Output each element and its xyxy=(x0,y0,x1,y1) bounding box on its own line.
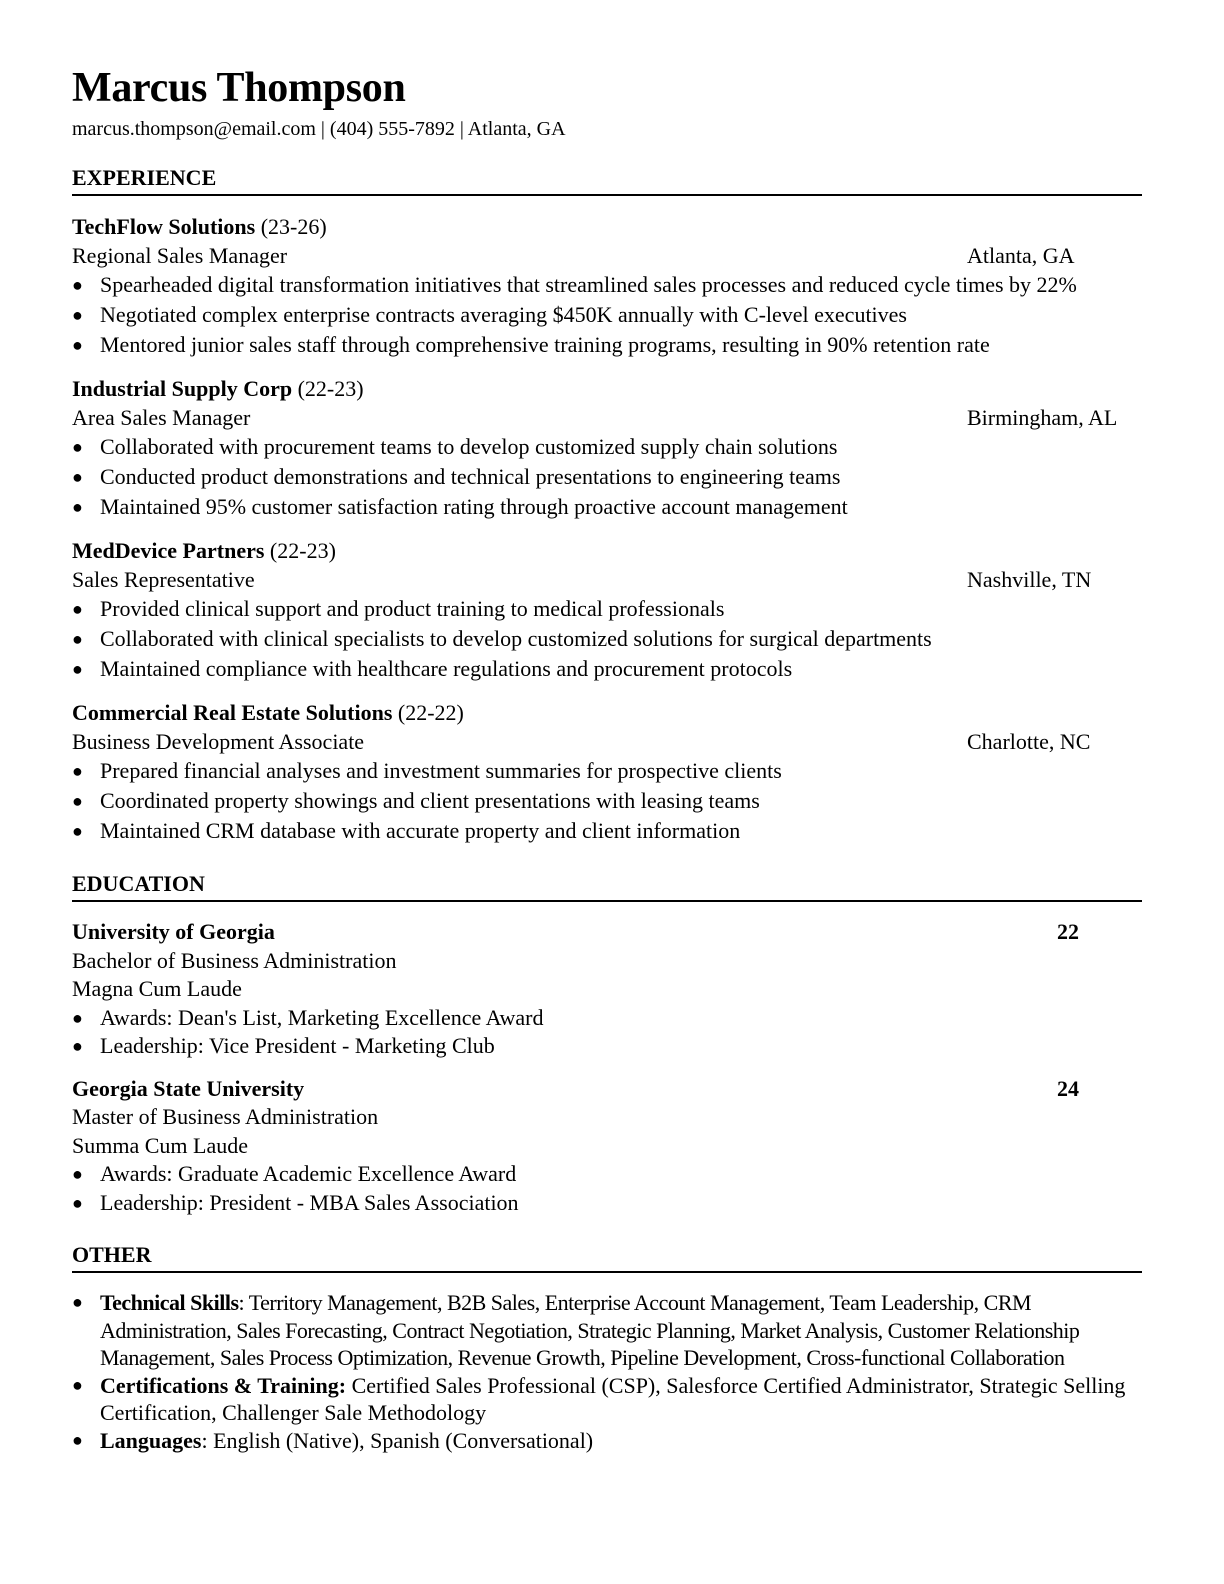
job-location: Charlotte, NC xyxy=(967,729,1091,754)
list-item xyxy=(72,1189,1142,1218)
job-title: Sales Representative xyxy=(72,567,255,592)
experience-entry xyxy=(72,212,1142,360)
bullet-text: Maintained compliance with healthcare regulations and procurement protocols xyxy=(100,656,793,681)
list-item xyxy=(72,1004,1142,1033)
bullet-text: Leadership: Vice President - Marketing Club xyxy=(100,1033,495,1058)
bullet-icon: ● xyxy=(72,1429,83,1450)
bullet-icon: ● xyxy=(72,629,83,649)
employment-dates: (22-22) xyxy=(392,700,464,725)
bullet-icon: ● xyxy=(72,821,83,841)
graduation-year: 22 xyxy=(1057,919,1079,944)
list-item xyxy=(72,462,1142,492)
bullet-icon: ● xyxy=(72,599,83,619)
education-entry xyxy=(72,918,1142,1061)
list-item xyxy=(72,624,1142,654)
resume-page xyxy=(72,62,1142,1454)
list-item xyxy=(72,816,1142,846)
list-item xyxy=(72,300,1142,330)
job-location: Birmingham, AL xyxy=(967,405,1118,430)
experience-entry xyxy=(72,536,1142,684)
degree: Bachelor of Business Administration xyxy=(72,947,397,973)
bullet-icon: ● xyxy=(72,305,83,325)
job-title: Area Sales Manager xyxy=(72,405,251,430)
certifications-text: Certified Sales Professional (CSP), Salesforce Certified Administrator, Strategic Selling Certification, Challenger Sale Methodology xyxy=(100,1372,1126,1425)
experience-section xyxy=(72,212,1142,846)
employment-dates: (22-23) xyxy=(264,538,336,563)
bullet-icon: ● xyxy=(72,335,83,355)
bullet-list xyxy=(72,1004,1142,1061)
company-name: Industrial Supply Corp xyxy=(72,376,293,401)
company-name: TechFlow Solutions xyxy=(72,214,256,239)
bullet-icon: ● xyxy=(72,761,83,781)
employment-dates: (23-26) xyxy=(255,214,327,239)
bullet-icon: ● xyxy=(72,1007,83,1028)
languages-item xyxy=(72,1427,1142,1455)
list-item xyxy=(72,654,1142,684)
education-entry xyxy=(72,1075,1142,1218)
list-item xyxy=(72,270,1142,300)
bullet-icon: ● xyxy=(72,1036,83,1056)
job-location: Nashville, TN xyxy=(967,567,1092,592)
bullet-text: Collaborated with clinical specialists to develop customized solutions for surgical departments xyxy=(100,626,932,651)
bullet-icon: ● xyxy=(72,1292,83,1312)
languages-label: Languages xyxy=(100,1427,202,1453)
bullet-icon: ● xyxy=(72,791,83,811)
graduation-year: 24 xyxy=(1057,1075,1079,1101)
bullet-list xyxy=(72,432,1142,522)
list-item xyxy=(72,786,1142,816)
job-title: Regional Sales Manager xyxy=(72,243,288,268)
bullet-text: Awards: Dean's List, Marketing Excellence Award xyxy=(100,1004,544,1030)
job-title: Business Development Associate xyxy=(72,729,365,754)
certifications-label: Certifications & Training: xyxy=(100,1372,347,1398)
list-item xyxy=(72,594,1142,624)
school-name: University of Georgia xyxy=(72,919,275,944)
contact-info: marcus.thompson@email.com | (404) 555-7892 | Atlanta, GA xyxy=(72,118,566,140)
education-section xyxy=(72,918,1142,1217)
experience-heading: EXPERIENCE xyxy=(72,164,1142,196)
bullet-text: Awards: Graduate Academic Excellence Award xyxy=(100,1161,517,1186)
honors: Summa Cum Laude xyxy=(72,1132,248,1158)
bullet-text: Spearheaded digital transformation initiatives that streamlined sales processes and reduced cycle times by 22% xyxy=(100,272,1077,297)
bullet-list xyxy=(72,1160,1142,1217)
education-heading: EDUCATION xyxy=(72,870,1142,902)
skills-item xyxy=(72,1289,1142,1372)
skills-text: : Territory Management, B2B Sales, Enterprise Account Management, Team Leadership, CRM Administration, Sales Forecasting, Contract Negotiation, Strategic Planning, Market Analysis, Customer Relationship Management, Sales Process Optimization, Revenue Growth, Pipeline Development, Cross-functional Collaboration xyxy=(100,1290,1080,1370)
bullet-text: Mentored junior sales staff through comprehensive training programs, resulting in 90% retention rate xyxy=(100,332,990,357)
bullet-text: Maintained 95% customer satisfaction rating through proactive account management xyxy=(100,494,848,519)
bullet-text: Conducted product demonstrations and technical presentations to engineering teams xyxy=(100,464,841,489)
bullet-icon: ● xyxy=(72,275,83,295)
list-item xyxy=(72,432,1142,462)
other-heading: OTHER xyxy=(72,1241,1142,1273)
bullet-text: Prepared financial analyses and investment summaries for prospective clients xyxy=(100,758,782,783)
other-list xyxy=(72,1289,1142,1454)
list-item xyxy=(72,1160,1142,1189)
list-item xyxy=(72,330,1142,360)
experience-entry xyxy=(72,374,1142,522)
employment-dates: (22-23) xyxy=(292,376,364,401)
bullet-icon: ● xyxy=(72,659,83,679)
bullet-text: Negotiated complex enterprise contracts averaging $450K annually with C-level executives xyxy=(100,302,907,327)
bullet-text: Leadership: President - MBA Sales Association xyxy=(100,1189,519,1215)
certifications-item xyxy=(72,1372,1142,1427)
bullet-text: Coordinated property showings and client presentations with leasing teams xyxy=(100,788,760,813)
degree: Master of Business Administration xyxy=(72,1104,379,1129)
bullet-list xyxy=(72,594,1142,684)
bullet-list xyxy=(72,756,1142,846)
skills-label: Technical Skills xyxy=(100,1290,239,1315)
bullet-icon: ● xyxy=(72,1192,83,1213)
bullet-text: Maintained CRM database with accurate property and client information xyxy=(100,818,741,843)
bullet-icon: ● xyxy=(72,1164,83,1184)
bullet-text: Provided clinical support and product training to medical professionals xyxy=(100,596,725,621)
list-item xyxy=(72,756,1142,786)
job-location: Atlanta, GA xyxy=(967,243,1075,268)
company-name: Commercial Real Estate Solutions xyxy=(72,700,393,725)
company-name: MedDevice Partners xyxy=(72,538,265,563)
candidate-name: Marcus Thompson xyxy=(72,65,406,111)
list-item xyxy=(72,1032,1142,1061)
bullet-icon: ● xyxy=(72,467,83,487)
bullet-icon: ● xyxy=(72,437,83,457)
bullet-icon: ● xyxy=(72,1374,83,1395)
languages-text: : English (Native), Spanish (Conversational) xyxy=(201,1427,594,1453)
bullet-icon: ● xyxy=(72,497,83,517)
bullet-list xyxy=(72,270,1142,360)
list-item xyxy=(72,492,1142,522)
school-name: Georgia State University xyxy=(72,1075,305,1101)
honors: Magna Cum Laude xyxy=(72,976,242,1001)
bullet-text: Collaborated with procurement teams to develop customized supply chain solutions xyxy=(100,434,838,459)
experience-entry xyxy=(72,698,1142,846)
